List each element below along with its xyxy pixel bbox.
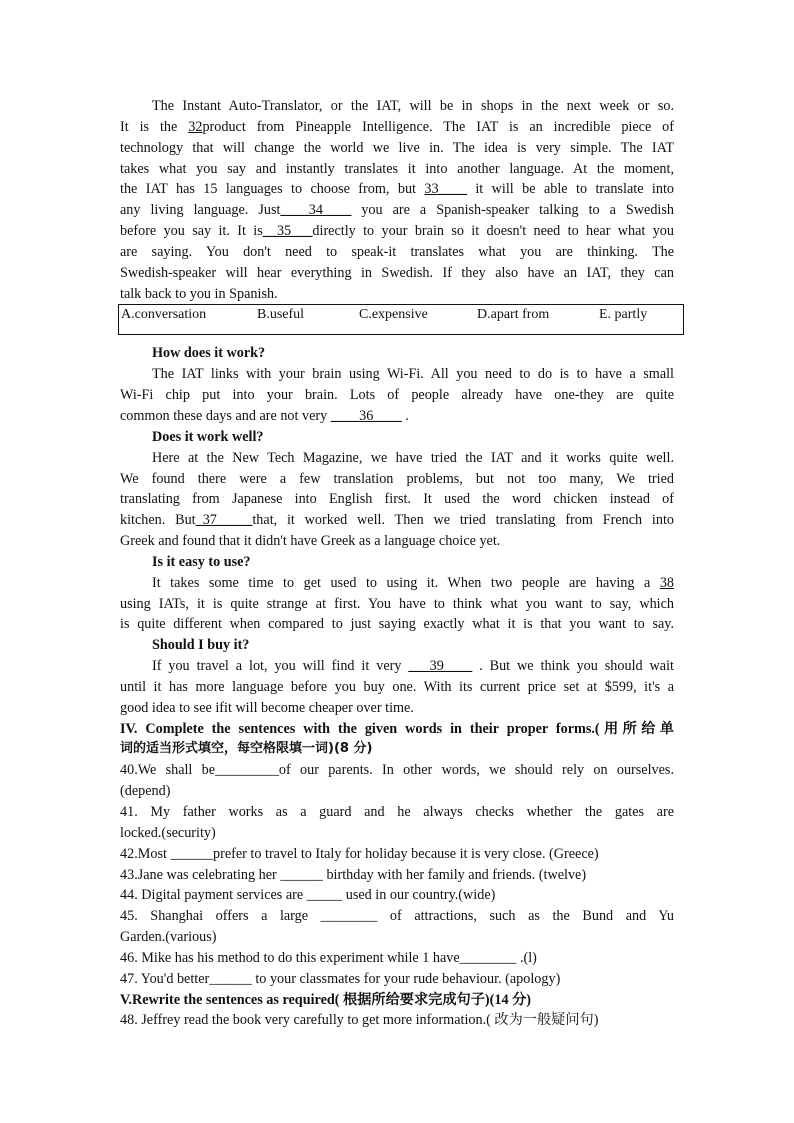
worksheet-page	[120, 96, 674, 1031]
heading-should-i-buy: Should I buy it?	[152, 637, 250, 654]
passage-text: you are a Spanish-speaker talking to a Swedish	[351, 202, 674, 219]
question-43: 43.Jane was celebrating her ______ birthday with her family and friends. (twelve)	[120, 866, 587, 883]
work-line-2: Wi-Fi chip put into your brain. Lots of people already have one-they are quite	[120, 387, 674, 404]
blank-35: __35___	[262, 223, 313, 240]
well-line-5: Greek and found that it didn't have Greek as a language choice yet.	[120, 533, 501, 550]
question-40-hint: (depend)	[120, 783, 171, 800]
question-41-hint: locked.(security)	[120, 824, 216, 841]
passage-text: directly to your brain so it doesn't need to hear what you	[312, 223, 674, 240]
passage-line-2	[120, 117, 674, 138]
well-line-1: Here at the New Tech Magazine, we have tried the IAT and it works quite well.	[152, 449, 674, 466]
question-45: 45. Shanghai offers a large ________ of attractions, such as the Bund and Yu	[120, 908, 674, 925]
buy-line-2: until it has more language before you buy one. With its current price set at $599, it's a	[120, 678, 674, 695]
option-e: E. partly	[599, 307, 648, 323]
option-a: A.conversation	[121, 307, 207, 323]
option-d: D.apart from	[477, 307, 550, 323]
question-text: 40.We shall be	[120, 762, 216, 779]
question-48: 48. Jeffrey read the book very carefully to get more information.( 改为一般疑问句)	[120, 1012, 599, 1029]
passage-line-3: technology that will change the world we live in. The idea is very simple. The IAT	[120, 139, 674, 156]
section-iv-title-1	[120, 719, 674, 740]
blank-37: _37_____	[195, 512, 253, 529]
passage-line-7	[120, 221, 674, 242]
passage-text: It is the	[120, 118, 189, 135]
options-box	[118, 304, 684, 335]
passage-text: any living language. Just	[120, 202, 281, 219]
question-40	[120, 760, 674, 781]
well-line-4	[120, 510, 674, 531]
passage-line-4: takes what you say and instantly translates it into another language. At the moment,	[120, 160, 674, 177]
work-line-3	[120, 406, 674, 427]
section-title-text: IV. Complete the sentences with the given words in their proper forms.(用所给单	[120, 720, 674, 737]
option-c: C.expensive	[359, 307, 428, 323]
section-iv-title-2: 词的适当形式填空，每空格限填一词)(8 分)	[120, 741, 373, 757]
passage-text: If you travel a lot, you will find it very	[152, 658, 409, 675]
passage-text: .	[401, 407, 409, 424]
blank-34: ____34____	[280, 202, 352, 219]
question-46: 46. Mike has his method to do this experiment while 1 have________ .(l)	[120, 949, 537, 966]
passage-text: It takes some time to get used to using it. When two people are having a	[152, 574, 660, 591]
passage-text: the IAT has 15 languages to choose from, but	[120, 181, 425, 198]
passage-line-1: The Instant Auto-Translator, or the IAT, will be in shops in the next week or so.	[152, 98, 674, 114]
passage-line-10: talk back to you in Spanish.	[120, 285, 278, 302]
passage-line-9: Swedish-speaker will hear everything in Swedish. If they also have an IAT, they can	[120, 264, 674, 281]
question-45-hint: Garden.(various)	[120, 929, 217, 946]
heading-how-does-it-work: How does it work?	[152, 345, 266, 362]
buy-line-1	[120, 656, 674, 677]
passage-text: product from Pineapple Intelligence. The IAT is an incredible piece of	[202, 118, 674, 135]
passage-line-6	[120, 200, 674, 221]
work-line-1: The IAT links with your brain using Wi-Fi. All you need to do is to have a small	[152, 366, 674, 383]
well-line-3: translating from Japanese into English first. It used the word chicken instead of	[120, 491, 674, 508]
easy-line-3: is quite different when compared to just saying exactly what it is that you want to say.	[120, 616, 674, 633]
question-44: 44. Digital payment services are _____ used in our country.(wide)	[120, 887, 496, 904]
passage-line-5	[120, 179, 674, 200]
question-47: 47. You'd better______ to your classmates for your rude behaviour. (apology)	[120, 970, 561, 987]
well-line-2: We found there were a few translation problems, but not too many, We tried	[120, 470, 674, 487]
question-41: 41. My father works as a guard and he always checks whether the gates are	[120, 804, 674, 820]
easy-line-1	[120, 573, 674, 594]
section-v-title: V.Rewrite the sentences as required( 根据所给要求完成句子)(14 分)	[120, 991, 531, 1008]
passage-text: kitchen. But	[120, 512, 196, 529]
passage-line-8: are saying. You don't need to speak-it translates what you are thinking. The	[120, 243, 674, 260]
blank-39: ___39____	[408, 658, 473, 675]
heading-does-it-work-well: Does it work well?	[152, 428, 264, 445]
answer-blank-40[interactable]: _________	[215, 762, 279, 779]
option-b: B.useful	[257, 307, 305, 323]
easy-line-2: using IATs, it is quite strange at first. You have to think what you want to say, which	[120, 595, 674, 612]
passage-text: that, it worked well. Then we tried translating from French into	[252, 512, 674, 529]
blank-38: 38	[659, 574, 674, 591]
question-42: 42.Most ______prefer to travel to Italy for holiday because it is very close. (Greece)	[120, 845, 599, 862]
blank-36: ____36____	[330, 407, 402, 424]
buy-line-3: good idea to see ifit will become cheaper over time.	[120, 699, 414, 716]
blank-32: 32	[188, 118, 203, 135]
passage-text: before you say it. It is	[120, 223, 263, 240]
heading-is-it-easy: Is it easy to use?	[152, 553, 251, 570]
passage-text: . But we think you should wait	[472, 658, 674, 675]
question-text: of our parents. In other words, we should rely on ourselves.	[278, 762, 674, 779]
blank-33: 33____	[424, 181, 467, 198]
passage-text: it will be able to translate into	[466, 181, 674, 198]
passage-text: common these days and are not very	[120, 407, 331, 424]
